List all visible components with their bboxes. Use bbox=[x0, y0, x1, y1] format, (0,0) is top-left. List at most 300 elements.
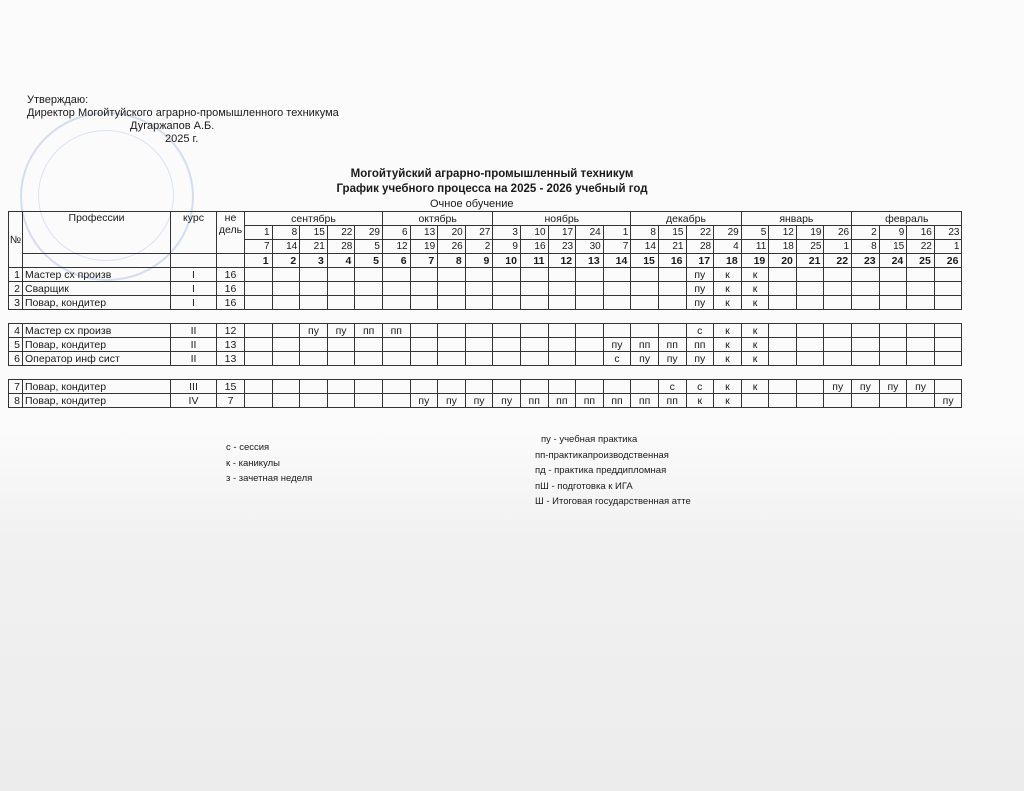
schedule-cell bbox=[272, 296, 300, 310]
week-number: 26 bbox=[934, 254, 962, 268]
blank-cell bbox=[493, 366, 521, 380]
date-start: 9 bbox=[879, 226, 907, 240]
approval-line-2: Директор Могойтуйского аграрно-промышленного техникума bbox=[27, 107, 339, 119]
schedule-cell bbox=[796, 296, 824, 310]
schedule-cell bbox=[658, 324, 686, 338]
blank-cell bbox=[438, 310, 466, 324]
blank-cell bbox=[382, 310, 410, 324]
schedule-cell bbox=[824, 282, 852, 296]
row-number: 6 bbox=[9, 352, 23, 366]
header-num: № bbox=[9, 212, 23, 268]
row-number: 5 bbox=[9, 338, 23, 352]
header-weeks-top: не bbox=[224, 212, 237, 224]
date-start: 29 bbox=[714, 226, 742, 240]
schedule-cell bbox=[245, 268, 273, 282]
blank-cell bbox=[272, 310, 300, 324]
header-profession: Профессии bbox=[23, 212, 171, 254]
schedule-cell bbox=[493, 338, 521, 352]
date-start: 24 bbox=[576, 226, 604, 240]
schedule-cell bbox=[934, 296, 962, 310]
schedule-cell bbox=[300, 282, 328, 296]
blank-cell bbox=[576, 366, 604, 380]
date-end: 7 bbox=[245, 240, 273, 254]
schedule-cell bbox=[576, 268, 604, 282]
week-number: 10 bbox=[493, 254, 521, 268]
blank-cell bbox=[272, 366, 300, 380]
schedule-cell: пу bbox=[686, 296, 714, 310]
schedule-cell: пу bbox=[658, 352, 686, 366]
date-end: 12 bbox=[382, 240, 410, 254]
schedule-cell: к bbox=[714, 338, 742, 352]
blank-cell bbox=[410, 366, 438, 380]
header-weeks bbox=[217, 212, 245, 254]
blank-cell bbox=[796, 310, 824, 324]
date-end: 22 bbox=[907, 240, 935, 254]
blank-cell bbox=[714, 366, 742, 380]
approval-block bbox=[27, 94, 339, 146]
schedule-cell bbox=[382, 352, 410, 366]
blank-cell bbox=[217, 254, 245, 268]
schedule-cell bbox=[907, 324, 935, 338]
profession-name: Повар, кондитер bbox=[23, 394, 171, 408]
schedule-cell bbox=[382, 268, 410, 282]
schedule-cell bbox=[603, 380, 631, 394]
date-end: 4 bbox=[714, 240, 742, 254]
schedule-cell bbox=[493, 282, 521, 296]
schedule-cell bbox=[658, 282, 686, 296]
schedule-cell bbox=[576, 282, 604, 296]
schedule-cell bbox=[769, 352, 797, 366]
schedule-cell bbox=[879, 296, 907, 310]
blank-cell bbox=[603, 310, 631, 324]
schedule-cell bbox=[327, 338, 355, 352]
weeks-count: 15 bbox=[217, 380, 245, 394]
week-number: 13 bbox=[576, 254, 604, 268]
date-end: 28 bbox=[327, 240, 355, 254]
schedule-cell bbox=[769, 282, 797, 296]
schedule-cell: пу bbox=[327, 324, 355, 338]
blank-cell bbox=[603, 366, 631, 380]
schedule-cell bbox=[824, 296, 852, 310]
schedule-cell bbox=[520, 296, 548, 310]
legend-item: пп-практикапроизводственная bbox=[535, 449, 669, 461]
week-number: 3 bbox=[300, 254, 328, 268]
schedule-cell bbox=[410, 352, 438, 366]
blank-cell bbox=[824, 366, 852, 380]
schedule-cell bbox=[769, 338, 797, 352]
date-start: 27 bbox=[465, 226, 493, 240]
schedule-cell bbox=[852, 394, 880, 408]
schedule-cell bbox=[576, 296, 604, 310]
schedule-cell bbox=[934, 268, 962, 282]
schedule-cell: с bbox=[686, 324, 714, 338]
schedule-cell: пу bbox=[438, 394, 466, 408]
schedule-cell: пу bbox=[686, 268, 714, 282]
date-end: 19 bbox=[410, 240, 438, 254]
schedule-cell bbox=[879, 338, 907, 352]
blank-cell bbox=[438, 366, 466, 380]
blank-cell bbox=[879, 310, 907, 324]
schedule-cell bbox=[796, 268, 824, 282]
table-row bbox=[9, 268, 962, 282]
table-row bbox=[9, 282, 962, 296]
date-start: 8 bbox=[631, 226, 659, 240]
blank-cell bbox=[520, 366, 548, 380]
legend-item: Ш - Итоговая государственная атте bbox=[535, 496, 691, 507]
schedule-cell bbox=[548, 338, 576, 352]
schedule-cell bbox=[272, 282, 300, 296]
date-start: 26 bbox=[824, 226, 852, 240]
profession-name: Мастер сх произв bbox=[23, 324, 171, 338]
schedule-cell bbox=[852, 338, 880, 352]
schedule-cell bbox=[245, 282, 273, 296]
schedule-cell bbox=[520, 268, 548, 282]
schedule-cell bbox=[493, 352, 521, 366]
schedule-cell: пп bbox=[603, 394, 631, 408]
week-number: 2 bbox=[272, 254, 300, 268]
schedule-cell bbox=[438, 352, 466, 366]
schedule-cell: пп bbox=[631, 338, 659, 352]
week-number: 4 bbox=[327, 254, 355, 268]
blank-cell bbox=[327, 310, 355, 324]
schedule-cell bbox=[796, 324, 824, 338]
schedule-cell bbox=[327, 352, 355, 366]
blank-cell bbox=[23, 310, 171, 324]
month-1: октябрь bbox=[382, 212, 492, 226]
schedule-cell: к bbox=[741, 324, 769, 338]
schedule-cell bbox=[410, 324, 438, 338]
title-schedule: График учебного процесса на 2025 - 2026 учебный год bbox=[336, 183, 648, 195]
schedule-cell bbox=[603, 282, 631, 296]
blank-cell bbox=[631, 366, 659, 380]
schedule-cell bbox=[824, 268, 852, 282]
schedule-cell bbox=[272, 394, 300, 408]
blank-cell bbox=[171, 254, 217, 268]
schedule-cell: к bbox=[714, 352, 742, 366]
schedule-cell bbox=[603, 296, 631, 310]
schedule-cell bbox=[355, 394, 383, 408]
blank-cell bbox=[217, 366, 245, 380]
blank-cell bbox=[741, 366, 769, 380]
blank-cell bbox=[410, 310, 438, 324]
schedule-cell bbox=[493, 324, 521, 338]
blank-cell bbox=[217, 310, 245, 324]
schedule-cell bbox=[907, 296, 935, 310]
schedule-cell bbox=[327, 394, 355, 408]
profession-name: Оператор инф сист bbox=[23, 352, 171, 366]
schedule-cell bbox=[493, 380, 521, 394]
schedule-cell: пу bbox=[603, 338, 631, 352]
table-row bbox=[9, 324, 962, 338]
date-start: 17 bbox=[548, 226, 576, 240]
schedule-cell bbox=[327, 282, 355, 296]
schedule-cell: пу bbox=[934, 394, 962, 408]
schedule-cell bbox=[879, 282, 907, 296]
table-row bbox=[9, 296, 962, 310]
week-number: 5 bbox=[355, 254, 383, 268]
header-course: курс bbox=[171, 212, 217, 254]
month-4: январь bbox=[741, 212, 851, 226]
schedule-cell: пу bbox=[493, 394, 521, 408]
date-end: 9 bbox=[493, 240, 521, 254]
schedule-cell bbox=[382, 394, 410, 408]
schedule-cell bbox=[548, 296, 576, 310]
schedule-cell bbox=[355, 296, 383, 310]
schedule-cell bbox=[769, 380, 797, 394]
row-number: 1 bbox=[9, 268, 23, 282]
schedule-cell bbox=[548, 380, 576, 394]
schedule-cell bbox=[907, 268, 935, 282]
schedule-cell bbox=[465, 296, 493, 310]
schedule-cell bbox=[272, 352, 300, 366]
schedule-cell: пу bbox=[631, 352, 659, 366]
schedule-cell bbox=[300, 380, 328, 394]
date-start: 15 bbox=[658, 226, 686, 240]
schedule-cell bbox=[769, 394, 797, 408]
schedule-cell: пу bbox=[300, 324, 328, 338]
week-number: 24 bbox=[879, 254, 907, 268]
week-number: 20 bbox=[769, 254, 797, 268]
blank-cell bbox=[631, 310, 659, 324]
month-0: сентябрь bbox=[245, 212, 383, 226]
schedule-cell: пп bbox=[576, 394, 604, 408]
blank-cell bbox=[714, 310, 742, 324]
blank-cell bbox=[300, 310, 328, 324]
blank-cell bbox=[824, 310, 852, 324]
date-start: 2 bbox=[852, 226, 880, 240]
date-start: 22 bbox=[327, 226, 355, 240]
schedule-cell: к bbox=[714, 380, 742, 394]
schedule-cell bbox=[548, 324, 576, 338]
schedule-cell bbox=[245, 338, 273, 352]
blank-cell bbox=[355, 310, 383, 324]
schedule-cell bbox=[245, 394, 273, 408]
blank-cell bbox=[907, 366, 935, 380]
approval-year: 2025 г. bbox=[165, 133, 199, 145]
date-end: 21 bbox=[300, 240, 328, 254]
blank-cell bbox=[9, 310, 23, 324]
blank-cell bbox=[741, 310, 769, 324]
schedule-cell bbox=[796, 338, 824, 352]
profession-name: Мастер сх произв bbox=[23, 268, 171, 282]
date-start: 10 bbox=[520, 226, 548, 240]
schedule-cell bbox=[824, 338, 852, 352]
page-background-shade bbox=[0, 430, 1024, 791]
legend-left bbox=[226, 440, 312, 487]
schedule-cell bbox=[907, 338, 935, 352]
schedule-cell: к bbox=[741, 380, 769, 394]
week-number: 8 bbox=[438, 254, 466, 268]
date-end: 21 bbox=[658, 240, 686, 254]
week-number: 23 bbox=[852, 254, 880, 268]
blank-cell bbox=[300, 366, 328, 380]
weeks-count: 16 bbox=[217, 268, 245, 282]
blank-cell bbox=[520, 310, 548, 324]
date-end: 2 bbox=[465, 240, 493, 254]
weeks-count: 13 bbox=[217, 338, 245, 352]
course: II bbox=[171, 324, 217, 338]
week-number: 19 bbox=[741, 254, 769, 268]
schedule-cell bbox=[520, 380, 548, 394]
schedule-cell bbox=[548, 268, 576, 282]
month-3: декабрь bbox=[631, 212, 741, 226]
blank-cell bbox=[465, 310, 493, 324]
schedule-cell: к bbox=[714, 394, 742, 408]
table-row bbox=[9, 338, 962, 352]
blank-cell bbox=[907, 310, 935, 324]
schedule-cell bbox=[410, 268, 438, 282]
schedule-cell bbox=[520, 324, 548, 338]
schedule-cell bbox=[355, 338, 383, 352]
date-end: 25 bbox=[796, 240, 824, 254]
blank-cell bbox=[465, 366, 493, 380]
schedule-cell bbox=[548, 282, 576, 296]
schedule-cell bbox=[631, 268, 659, 282]
week-number: 18 bbox=[714, 254, 742, 268]
header-weeks-bottom: дель bbox=[218, 224, 243, 236]
blank-cell bbox=[493, 310, 521, 324]
schedule-cell: пу bbox=[824, 380, 852, 394]
date-start: 1 bbox=[245, 226, 273, 240]
course: IV bbox=[171, 394, 217, 408]
schedule-cell: к bbox=[741, 338, 769, 352]
schedule-cell bbox=[245, 296, 273, 310]
approval-line-1: Утверждаю: bbox=[27, 94, 89, 106]
schedule-cell bbox=[300, 296, 328, 310]
separator-row bbox=[9, 310, 962, 324]
profession-name: Повар, кондитер bbox=[23, 296, 171, 310]
schedule-cell: пу bbox=[907, 380, 935, 394]
schedule-cell: пп bbox=[355, 324, 383, 338]
separator-row bbox=[9, 366, 962, 380]
profession-name: Сварщик bbox=[23, 282, 171, 296]
schedule-cell bbox=[245, 324, 273, 338]
schedule-cell bbox=[382, 338, 410, 352]
schedule-cell bbox=[824, 352, 852, 366]
legend-item: пд - практика преддипломная bbox=[535, 465, 667, 476]
schedule-cell bbox=[907, 352, 935, 366]
weeks-count: 13 bbox=[217, 352, 245, 366]
schedule-cell bbox=[852, 352, 880, 366]
course: I bbox=[171, 268, 217, 282]
row-number: 2 bbox=[9, 282, 23, 296]
course: II bbox=[171, 352, 217, 366]
schedule-cell: к bbox=[714, 296, 742, 310]
schedule-cell bbox=[438, 380, 466, 394]
date-start: 29 bbox=[355, 226, 383, 240]
legend-item: з - зачетная неделя bbox=[226, 473, 313, 484]
date-start: 22 bbox=[686, 226, 714, 240]
date-end: 1 bbox=[824, 240, 852, 254]
row-number: 7 bbox=[9, 380, 23, 394]
schedule-cell bbox=[272, 268, 300, 282]
course: II bbox=[171, 338, 217, 352]
schedule-cell bbox=[355, 268, 383, 282]
schedule-cell bbox=[493, 268, 521, 282]
schedule-cell bbox=[355, 352, 383, 366]
blank-cell bbox=[327, 366, 355, 380]
profession-name: Повар, кондитер bbox=[23, 380, 171, 394]
blank-cell bbox=[245, 366, 273, 380]
schedule-cell bbox=[355, 282, 383, 296]
schedule-cell bbox=[852, 282, 880, 296]
blank-cell bbox=[576, 310, 604, 324]
schedule-cell bbox=[934, 282, 962, 296]
week-number: 25 bbox=[907, 254, 935, 268]
schedule-cell bbox=[852, 268, 880, 282]
schedule-cell bbox=[272, 380, 300, 394]
schedule-cell: пп bbox=[548, 394, 576, 408]
schedule-cell: пп bbox=[658, 394, 686, 408]
schedule-cell: пп bbox=[631, 394, 659, 408]
schedule-table bbox=[8, 211, 962, 408]
date-end: 11 bbox=[741, 240, 769, 254]
schedule-cell bbox=[245, 352, 273, 366]
date-start: 16 bbox=[907, 226, 935, 240]
row-number: 4 bbox=[9, 324, 23, 338]
schedule-cell bbox=[300, 394, 328, 408]
schedule-cell bbox=[300, 352, 328, 366]
date-start: 6 bbox=[382, 226, 410, 240]
blank-cell bbox=[658, 310, 686, 324]
blank-cell bbox=[769, 310, 797, 324]
schedule-cell bbox=[658, 296, 686, 310]
week-number: 17 bbox=[686, 254, 714, 268]
week-number: 6 bbox=[382, 254, 410, 268]
schedule-cell bbox=[879, 394, 907, 408]
schedule-cell bbox=[410, 296, 438, 310]
blank-cell bbox=[23, 254, 171, 268]
schedule-cell bbox=[796, 380, 824, 394]
blank-cell bbox=[382, 366, 410, 380]
legend-right bbox=[535, 432, 691, 510]
schedule-cell bbox=[603, 268, 631, 282]
week-number: 14 bbox=[603, 254, 631, 268]
blank-cell bbox=[796, 366, 824, 380]
schedule-cell bbox=[520, 352, 548, 366]
date-end: 14 bbox=[272, 240, 300, 254]
blank-cell bbox=[9, 366, 23, 380]
schedule-cell bbox=[438, 338, 466, 352]
schedule-cell bbox=[382, 380, 410, 394]
schedule-cell bbox=[769, 324, 797, 338]
schedule-cell: пу bbox=[879, 380, 907, 394]
schedule-cell bbox=[327, 268, 355, 282]
schedule-cell bbox=[907, 394, 935, 408]
schedule-cell bbox=[796, 352, 824, 366]
legend-item: пу - учебная практика bbox=[541, 434, 638, 445]
schedule-cell bbox=[879, 324, 907, 338]
date-end: 14 bbox=[631, 240, 659, 254]
week-number: 1 bbox=[245, 254, 273, 268]
schedule-cell bbox=[796, 282, 824, 296]
schedule-cell bbox=[934, 380, 962, 394]
schedule-cell: к bbox=[714, 282, 742, 296]
schedule-cell bbox=[769, 268, 797, 282]
schedule-cell bbox=[410, 338, 438, 352]
header-row-months bbox=[9, 212, 962, 226]
week-number: 9 bbox=[465, 254, 493, 268]
date-end: 16 bbox=[520, 240, 548, 254]
blank-cell bbox=[355, 366, 383, 380]
schedule-cell bbox=[300, 268, 328, 282]
schedule-cell bbox=[493, 296, 521, 310]
schedule-cell bbox=[769, 296, 797, 310]
schedule-cell: с bbox=[658, 380, 686, 394]
schedule-cell: к bbox=[741, 282, 769, 296]
date-end: 23 bbox=[548, 240, 576, 254]
blank-cell bbox=[852, 310, 880, 324]
